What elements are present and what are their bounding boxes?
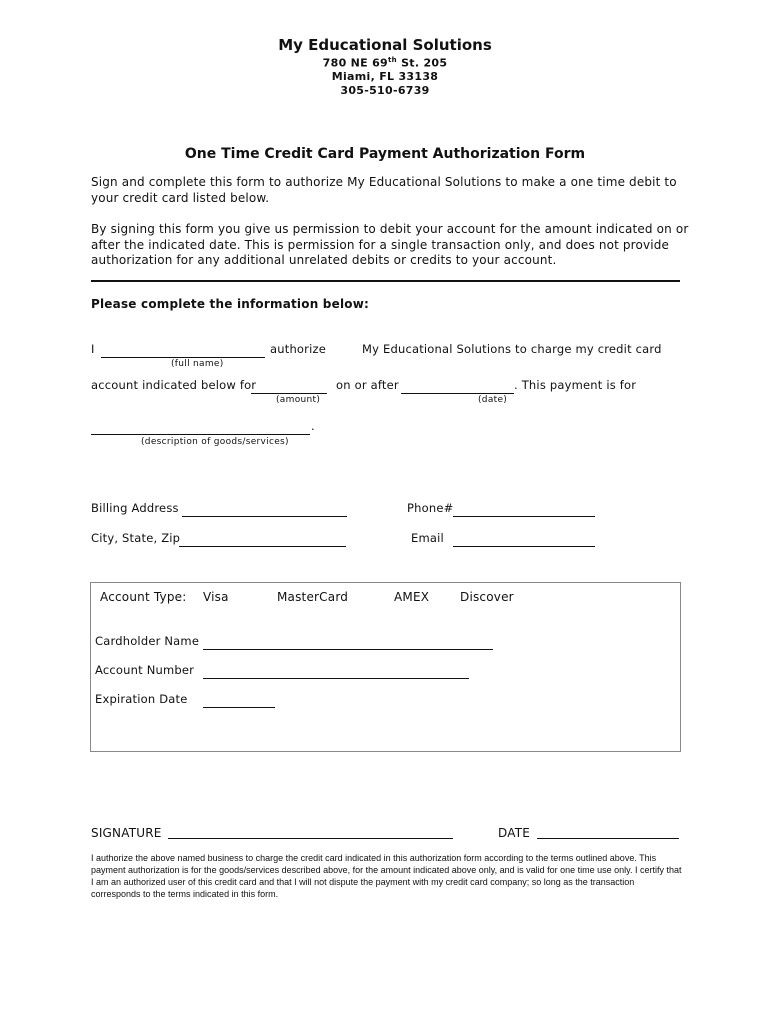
permission-paragraph: By signing this form you give us permission to debit your account for the amount indicated on or after the indicated date. This is permission for a single transaction only, and does not provide authorization for any additional unrelated debits or credits to your account. — [91, 222, 689, 267]
signature-label: SIGNATURE — [91, 826, 162, 840]
account-type-label: Account Type: — [100, 590, 187, 604]
full-name-hint: (full name) — [171, 359, 224, 369]
description-hint: (description of goods/services) — [141, 437, 289, 447]
phone-label: Phone# — [407, 501, 454, 515]
authorize-company-text: My Educational Solutions to charge my credit card — [362, 342, 662, 356]
company-name: My Educational Solutions — [278, 36, 492, 54]
account-below-text: account indicated below for — [91, 378, 257, 392]
section-heading: Please complete the information below: — [91, 297, 369, 311]
legal-text: I authorize the above named business to charge the credit card indicated in this authorization form according to the terms outlined above. This payment authorization is for the goods/services described above, for the amount indicated above only, and is valid for one time use only. I certify that I am an authorized user of this credit card and that I will not dispute the payment with my credit card company; so long as the transaction corresponds to the terms indicated in this form. — [91, 853, 682, 899]
expiration-date-label: Expiration Date — [95, 692, 188, 706]
signature-field[interactable] — [168, 838, 453, 839]
phone-field[interactable] — [453, 502, 595, 521]
cardholder-name-label: Cardholder Name — [95, 634, 200, 648]
payment-for-text: . This payment is for — [514, 378, 637, 392]
expiration-date-field[interactable] — [203, 693, 275, 712]
company-phone: 305-510-6739 — [340, 84, 430, 97]
billing-address-field[interactable] — [182, 502, 347, 521]
authorization-i: I — [91, 342, 95, 356]
account-type-amex[interactable]: AMEX — [394, 590, 430, 604]
account-type-discover[interactable]: Discover — [460, 590, 514, 604]
company-city: Miami, FL 33138 — [331, 70, 439, 83]
signature-date-field[interactable] — [537, 838, 679, 839]
email-label: Email — [411, 531, 444, 545]
section-divider — [91, 280, 680, 282]
city-state-zip-field[interactable] — [179, 532, 346, 551]
account-number-label: Account Number — [95, 663, 195, 677]
date-label: DATE — [498, 826, 531, 840]
company-street — [0, 56, 770, 70]
amount-hint: (amount) — [276, 395, 321, 405]
billing-address-label: Billing Address — [91, 501, 179, 515]
account-type-visa[interactable]: Visa — [203, 590, 229, 604]
description-period: . — [311, 419, 315, 433]
date-hint: (date) — [478, 395, 508, 405]
street-rest: St. 205 — [396, 56, 448, 70]
account-number-field[interactable] — [203, 664, 469, 683]
email-field[interactable] — [453, 532, 595, 551]
city-state-zip-label: City, State, Zip — [91, 531, 181, 545]
form-title: One Time Credit Card Payment Authorization Form — [184, 146, 586, 162]
on-or-after-text: on or after — [336, 378, 399, 392]
intro-paragraph: Sign and complete this form to authorize My Educational Solutions to make a one time debit to your credit card listed below. — [91, 175, 677, 205]
authorize-word: authorize — [270, 342, 327, 356]
street-suffix: th — [388, 56, 397, 64]
cardholder-name-field[interactable] — [203, 635, 493, 654]
account-type-mastercard[interactable]: MasterCard — [277, 590, 349, 604]
street-number: 780 NE 69 — [322, 56, 389, 70]
